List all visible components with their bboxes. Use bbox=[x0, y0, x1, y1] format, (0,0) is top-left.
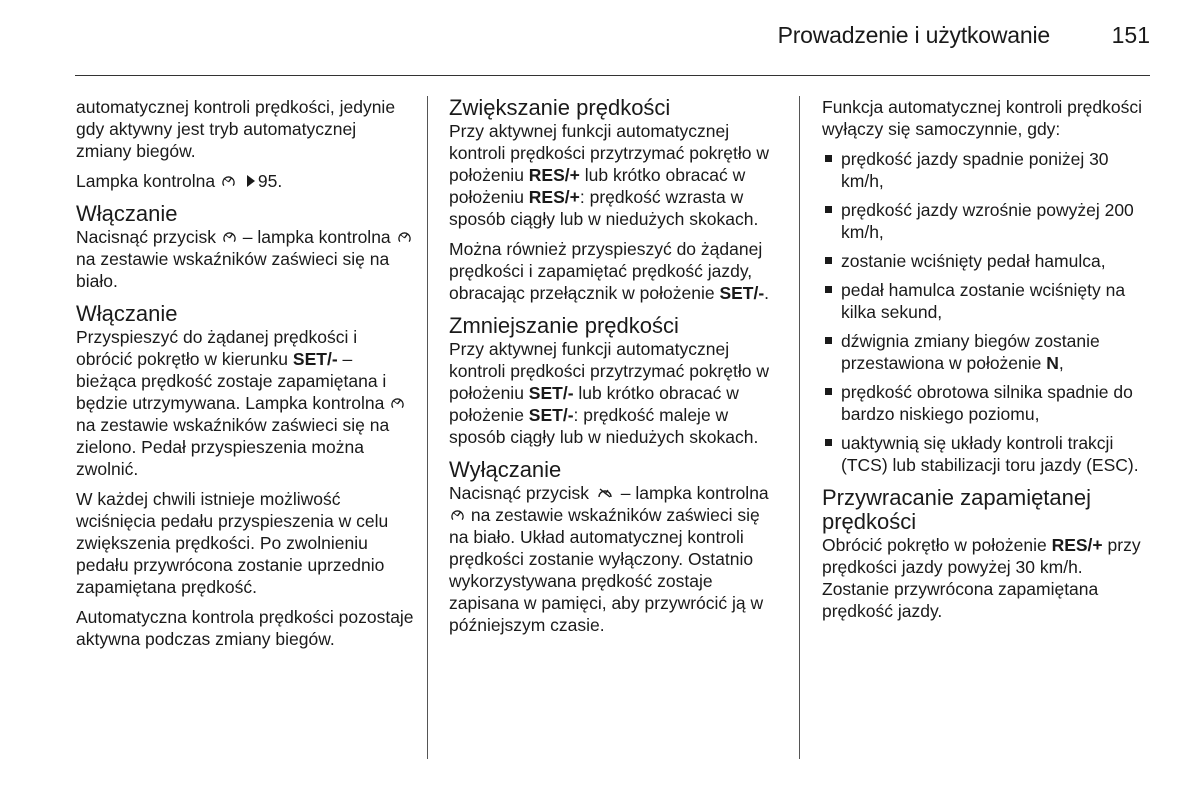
section-heading: Zmniejszanie prędkości bbox=[449, 313, 679, 338]
cruise-control-icon bbox=[221, 174, 236, 188]
list-item bbox=[822, 330, 1152, 374]
cruise-control-icon bbox=[450, 508, 465, 522]
bold-label: SET/- bbox=[292, 349, 338, 369]
list-item: uaktywnią się układy kontroli trakcji (TCS) lub stabilizacji toru jazdy (ESC). bbox=[822, 432, 1152, 476]
list-item: prędkość obrotowa silnika spadnie do bardzo niskiego poziomu, bbox=[822, 381, 1152, 425]
column-divider-2 bbox=[799, 96, 800, 759]
cruise-control-icon bbox=[390, 396, 405, 410]
paragraph bbox=[822, 534, 1152, 622]
text: Przy aktywnej funkcji automatycznej kontroli prędkości przytrzymać pokrętło w położeniu bbox=[449, 339, 769, 403]
page-reference: 95. bbox=[257, 171, 283, 191]
text: lub krótko obracać w położenie bbox=[449, 383, 739, 425]
cruise-control-icon bbox=[222, 230, 237, 244]
text: Nacisnąć przycisk bbox=[449, 483, 590, 503]
text: – bieżąca prędkość zostaje zapamiętana i będzie utrzymywana. Lampka kontrolna bbox=[76, 349, 387, 413]
text: na zestawie wskaźników zaświeci się na biało. bbox=[76, 249, 390, 291]
paragraph bbox=[76, 170, 416, 192]
text: Lampka kontrolna bbox=[76, 171, 216, 191]
text: Obrócić pokrętło w położenie bbox=[822, 535, 1047, 555]
list-item: prędkość jazdy spadnie poniżej 30 km/h, bbox=[822, 148, 1152, 192]
text: : prędkość wzrasta w sposób ciągły lub w niedużych skokach. bbox=[449, 187, 759, 229]
text: – lampka kontrolna bbox=[620, 483, 769, 503]
text: dźwignia zmiany biegów zostanie przestawiona w położenie bbox=[841, 331, 1100, 373]
reference-arrow-icon bbox=[247, 175, 255, 187]
text: – lampka kontrolna bbox=[242, 227, 391, 247]
cruise-control-icon bbox=[397, 230, 412, 244]
text: . bbox=[764, 283, 770, 303]
text: lub krótko obracać w położeniu bbox=[449, 165, 746, 207]
section-heading: Włączanie bbox=[76, 201, 178, 226]
column-1 bbox=[76, 96, 416, 658]
paragraph bbox=[449, 238, 784, 304]
paragraph bbox=[449, 120, 784, 230]
paragraph bbox=[449, 338, 784, 448]
paragraph: W każdej chwili istnieje możliwość wciśnięcia pedału przyspieszenia w celu zwiększenia prędkości. Po zwolnieniu pedału przywrócona zostanie uprzednio zapamiętana prędkość. bbox=[76, 489, 389, 597]
list-item: prędkość jazdy wzrośnie powyżej 200 km/h, bbox=[822, 199, 1152, 243]
column-3 bbox=[822, 96, 1152, 630]
section-heading: Włączanie bbox=[76, 301, 178, 326]
paragraph: Funkcja automatycznej kontroli prędkości wyłączy się samoczynnie, gdy: bbox=[822, 97, 1143, 139]
cruise-control-off-icon bbox=[595, 486, 615, 500]
bold-label: RES/+ bbox=[528, 187, 580, 207]
running-title: Prowadzenie i użytkowanie bbox=[777, 22, 1050, 48]
section-heading: Wyłączanie bbox=[449, 457, 562, 482]
page-header bbox=[0, 0, 1200, 60]
bold-label: SET/- bbox=[719, 283, 765, 303]
column-divider-1 bbox=[427, 96, 428, 759]
bold-label: SET/- bbox=[528, 405, 574, 425]
text: Przy aktywnej funkcji automatycznej kontroli prędkości przytrzymać pokrętło w położeniu bbox=[449, 121, 769, 185]
text: Przyspieszyć do żądanej prędkości i obrócić pokrętło w kierunku bbox=[76, 327, 358, 369]
bold-label: N bbox=[1046, 353, 1059, 373]
bold-label: RES/+ bbox=[1051, 535, 1103, 555]
header-rule bbox=[75, 75, 1150, 76]
text: Można również przyspieszyć do żądanej prędkości i zapamiętać prędkość jazdy, obracając przełącznik w położenie bbox=[449, 239, 763, 303]
text: , bbox=[1058, 353, 1064, 373]
condition-list bbox=[822, 148, 1152, 476]
list-item: zostanie wciśnięty pedał hamulca, bbox=[822, 250, 1152, 272]
list-item: pedał hamulca zostanie wciśnięty na kilka sekund, bbox=[822, 279, 1152, 323]
text: na zestawie wskaźników zaświeci się na zielono. Pedał przyspieszenia można zwolnić. bbox=[76, 415, 390, 479]
paragraph bbox=[76, 326, 416, 480]
column-2 bbox=[449, 96, 784, 644]
page-number: 151 bbox=[1111, 22, 1150, 48]
section-heading: Zwiększanie prędkości bbox=[449, 95, 671, 120]
paragraph: Automatyczna kontrola prędkości pozostaje aktywna podczas zmiany biegów. bbox=[76, 607, 414, 649]
text: na zestawie wskaźników zaświeci się na biało. Układ automatycznej kontroli prędkości zostanie wyłączony. Ostatnio wykorzystywana prędkość zostaje zapisana w pamięci, aby przywrócić ją w późniejszym czasie. bbox=[449, 505, 764, 635]
text: : prędkość maleje w sposób ciągły lub w niedużych skokach. bbox=[449, 405, 759, 447]
bold-label: SET/- bbox=[528, 383, 574, 403]
bold-label: RES/+ bbox=[528, 165, 580, 185]
paragraph bbox=[449, 482, 784, 636]
paragraph bbox=[76, 226, 416, 292]
paragraph: automatycznej kontroli prędkości, jedynie gdy aktywny jest tryb automatycznej zmiany biegów. bbox=[76, 97, 396, 161]
text: przy prędkości jazdy powyżej 30 km/h. Zostanie przywrócona zapamiętana prędkość jazdy. bbox=[822, 535, 1141, 621]
section-heading: Przywracanie zapamiętanej prędkości bbox=[822, 485, 1092, 534]
text: Nacisnąć przycisk bbox=[76, 227, 217, 247]
